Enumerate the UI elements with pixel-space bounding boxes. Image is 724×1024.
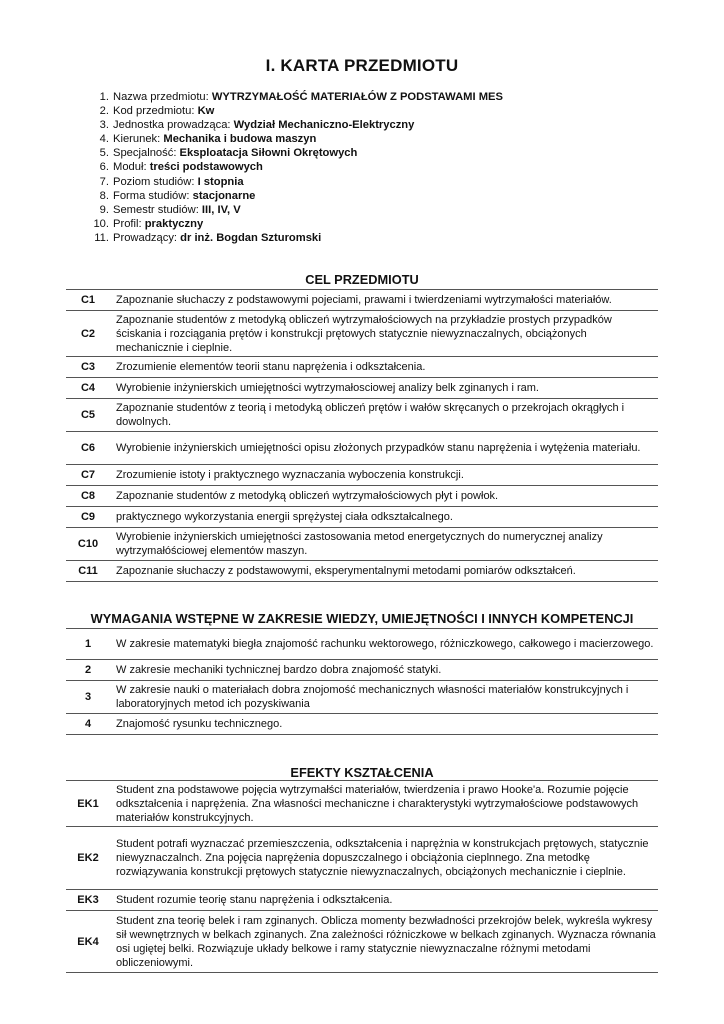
info-number: 10.	[93, 217, 109, 230]
info-label: Prowadzący:	[113, 231, 178, 244]
page-title: I. KARTA PRZEDMIOTU	[265, 56, 459, 75]
info-value: III, IV, V	[201, 203, 241, 216]
info-value: Mechanika i budowa maszyn	[163, 133, 317, 146]
info-number: 9.	[99, 203, 109, 216]
row-code: EK4	[66, 911, 110, 973]
row-text: Zrozumienie istoty i praktycznego wyznaczania wyboczenia konstrukcji.	[110, 465, 658, 486]
info-item	[89, 175, 503, 189]
table-row	[66, 486, 658, 507]
row-text: Zapoznanie studentów z metodyką obliczeń wytrzymałościowych płyt i powłok.	[110, 486, 658, 507]
table-row	[66, 827, 658, 890]
cel-table	[66, 289, 658, 582]
course-info-list	[89, 90, 503, 245]
info-value: WYTRZYMAŁOŚĆ MATERIAŁÓW Z PODSTAWAMI MES	[211, 91, 503, 103]
row-text: Student zna podstawowe pojęcia wytrzymałści materiałów, twierdzenia i prawo Hooke'a. Rozumie pojęcie odkształcenia i naprężenia. Zna własności mechaniczne i charakterystyki wytrzymałościowe podstawowych materiałów konstrukcyjnych.	[110, 781, 658, 827]
info-item	[89, 146, 503, 160]
info-item	[89, 231, 503, 245]
row-code: C8	[66, 486, 110, 507]
row-code: C10	[66, 528, 110, 561]
info-label: Kod przedmiotu:	[113, 105, 195, 118]
efekty-table	[66, 780, 658, 973]
info-label: Forma studiów:	[113, 189, 190, 202]
info-number: 11.	[94, 231, 109, 244]
info-item	[89, 160, 503, 174]
info-item	[89, 189, 503, 203]
row-code: C11	[66, 561, 110, 582]
row-text: Student rozumie teorię stanu naprężenia i odkształcenia.	[110, 890, 658, 911]
table-row	[66, 378, 658, 399]
info-value: Eksploatacja Siłowni Okrętowych	[179, 147, 358, 160]
info-value: Kw	[197, 105, 215, 118]
row-text: Znajomość rysunku technicznego.	[110, 714, 658, 735]
info-item	[89, 118, 503, 132]
info-number: 2.	[99, 105, 109, 118]
table-row	[66, 660, 658, 681]
row-code: C4	[66, 378, 110, 399]
info-value: I stopnia	[197, 175, 244, 188]
row-code: C3	[66, 357, 110, 378]
info-item	[89, 90, 503, 104]
info-label: Semestr studiów:	[113, 203, 199, 216]
info-value: treści podstawowych	[149, 161, 263, 174]
wymagania-heading: WYMAGANIA WSTĘPNE W ZAKRESIE WIEDZY, UMIEJĘTNOŚCI I INNYCH KOMPETENCJI	[90, 611, 634, 626]
info-number: 6.	[99, 161, 109, 174]
row-text: W zakresie mechaniki tychnicznej bardzo dobra znajomość statyki.	[110, 660, 658, 681]
table-row	[66, 311, 658, 357]
wymagania-table	[66, 628, 658, 735]
info-value: dr inż. Bogdan Szturomski	[180, 231, 322, 244]
info-label: Kierunek:	[113, 133, 161, 146]
table-row	[66, 890, 658, 911]
row-text: Zapoznanie studentów z teorią i metodyką obliczeń prętów i wałów skręcanych o przekrojach okrągłych i dowolnych.	[110, 399, 658, 432]
info-label: Specjalność:	[113, 147, 177, 160]
table-row	[66, 629, 658, 660]
info-item	[89, 132, 503, 146]
row-code: C9	[66, 507, 110, 528]
table-row	[66, 399, 658, 432]
row-code: C6	[66, 432, 110, 465]
table-row	[66, 681, 658, 714]
row-code: 1	[66, 629, 110, 660]
row-code: EK2	[66, 827, 110, 890]
row-text: Wyrobienie inżynierskich umiejętności opisu złożonych przypadków stanu naprężenia i wytężenia materiału.	[110, 432, 658, 465]
row-code: 3	[66, 681, 110, 714]
table-row	[66, 507, 658, 528]
info-label: Nazwa przedmiotu:	[113, 91, 209, 103]
info-value: stacjonarne	[192, 189, 256, 202]
info-item	[89, 104, 503, 118]
row-text: Student zna teorię belek i ram zginanych. Oblicza momenty bezwładności przekrojów belek, wykreśla wykresy sił wewnętrznych w belkach zginanych. Zna zależności różniczkowe w belkach zginanych. Wyznacza równania osi ugiętej belki. Rozwiązuje układy belkowe i ramy statycznie niewyznaczalne różnymi metodami obliczeniowymi.	[110, 911, 658, 973]
row-text: Zapoznanie studentów z metodyką obliczeń wytrzymałościowych na przykładzie prostych przypadków ściskania i rozciągania prętów i konstrukcji prętowych statycznie niewyznaczalnych, obciążonych mechanicznie i cieplnie.	[110, 311, 658, 357]
info-value: Wydział Mechaniczno-Elektryczny	[233, 119, 415, 132]
info-number: 3.	[99, 119, 109, 132]
row-code: C2	[66, 311, 110, 357]
row-text: praktycznego wykorzystania energii sprężystej ciała odkształcalnego.	[110, 507, 658, 528]
table-row	[66, 357, 658, 378]
row-code: 4	[66, 714, 110, 735]
table-row	[66, 465, 658, 486]
row-text: Wyrobienie inżynierskich umiejętności zastosowania metod energetycznych do numerycznej analizy wytrzymałóściowej elementów maszyn.	[110, 528, 658, 561]
row-code: C7	[66, 465, 110, 486]
table-row	[66, 432, 658, 465]
row-text: W zakresie nauki o materiałach dobra znojomość mechanicznych własności materiałów konstrukcyjnych i laboratoryjnych metod ich pozyskiwania	[110, 681, 658, 714]
info-label: Moduł:	[113, 161, 147, 174]
row-text: Zapoznanie słuchaczy z podstawowymi, eksperymentalnymi metodami pomiarów odkształceń.	[110, 561, 658, 582]
cel-heading: CEL PRZEDMIOTU	[305, 272, 419, 287]
row-code: EK3	[66, 890, 110, 911]
row-code: 2	[66, 660, 110, 681]
info-number: 8.	[99, 189, 109, 202]
info-number: 5.	[99, 147, 109, 160]
efekty-heading: EFEKTY KSZTAŁCENIA	[290, 765, 434, 780]
info-item	[89, 203, 503, 217]
table-row	[66, 781, 658, 827]
row-code: EK1	[66, 781, 110, 827]
info-number: 4.	[99, 133, 109, 146]
table-row	[66, 911, 658, 973]
table-row	[66, 561, 658, 582]
info-label: Poziom studiów:	[113, 175, 195, 188]
row-code: C1	[66, 290, 110, 311]
info-item	[89, 217, 503, 231]
info-value: praktyczny	[144, 217, 204, 230]
info-number: 7.	[99, 175, 109, 188]
info-number: 1.	[99, 91, 109, 103]
row-text: Zrozumienie elementów teorii stanu naprężenia i odkształcenia.	[110, 357, 658, 378]
row-text: Student potrafi wyznaczać przemieszczenia, odkształcenia i naprężnia w konstrukcjach prętowych, statycznie niewyznaczalnch. Zna pojęcia naprężenia dopuszczalnego i obciążonia cieplnnego. Zna metodkę rozwiązywania konstrukcji prętowych statycznie niewyznaczalnych, obciążonych mechanicznie i cieplnie.	[110, 827, 658, 890]
row-text: Zapoznanie słuchaczy z podstawowymi pojeciami, prawami i twierdzeniami wytrzymałości materiałów.	[110, 290, 658, 311]
table-row	[66, 290, 658, 311]
info-label: Profil:	[113, 217, 142, 230]
row-code: C5	[66, 399, 110, 432]
row-text: Wyrobienie inżynierskich umiejętności wytrzymałosciowej analizy belk zginanych i ram.	[110, 378, 658, 399]
info-label: Jednostka prowadząca:	[113, 119, 231, 132]
table-row	[66, 714, 658, 735]
table-row	[66, 528, 658, 561]
row-text: W zakresie matematyki biegła znajomość rachunku wektorowego, różniczkowego, całkowego i macierzowego.	[110, 629, 658, 660]
